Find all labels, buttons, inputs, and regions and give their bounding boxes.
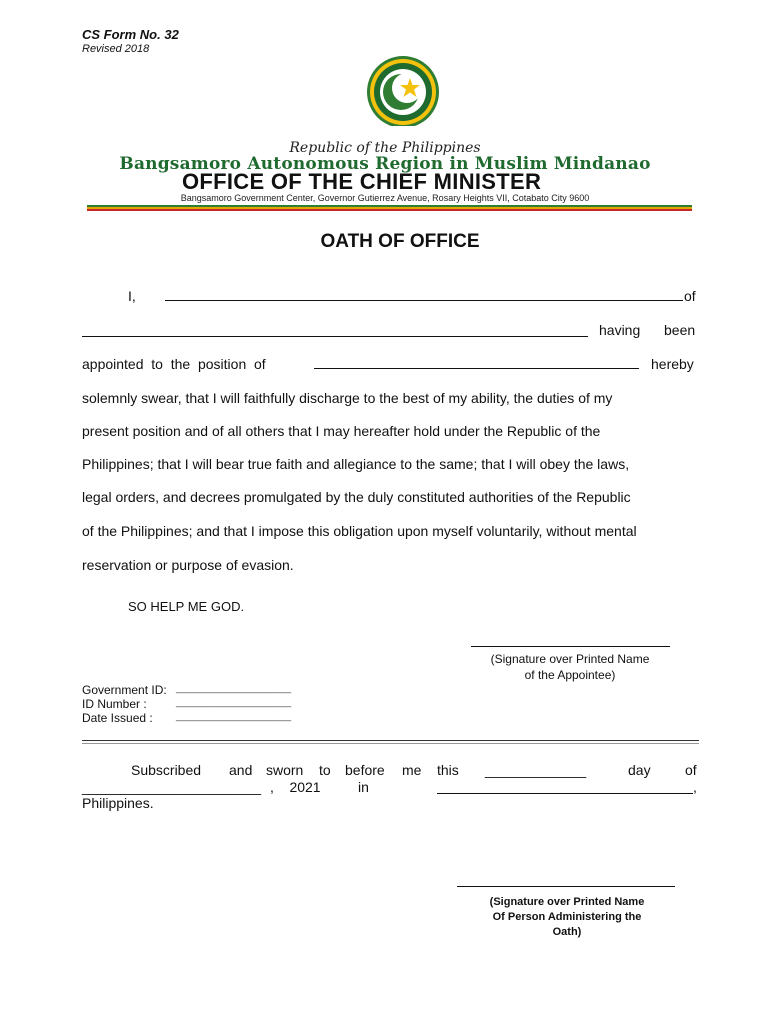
oath-line-7: legal orders, and decrees promulgated by the duly constituted authorities of the Republic xyxy=(82,489,631,505)
oath-line-5: present position and of all others that I may hereafter hold under the Republic of the xyxy=(82,423,601,439)
jurat-in: in xyxy=(358,779,369,795)
jurat-this: this xyxy=(437,762,459,778)
oath-line-4: solemnly swear, that I will faithfully discharge to the best of my ability, the duties of my xyxy=(82,390,613,406)
oath-been-label: been xyxy=(664,322,696,338)
oath-line-8: of the Philippines; and that I impose this obligation upon myself voluntarily, without mental xyxy=(82,523,637,539)
date-issued-label: Date Issued : xyxy=(82,711,153,725)
jurat-to: to xyxy=(319,762,331,778)
appointee-signature-caption xyxy=(462,651,678,683)
oath-of-label: of xyxy=(684,288,696,304)
appointee-caption-line-1: (Signature over Printed Name xyxy=(490,652,650,666)
oath-having-label: having xyxy=(599,322,641,338)
administrator-signature-caption xyxy=(462,895,672,940)
id-number-label: ID Number : xyxy=(82,697,147,711)
administrator-signature-line[interactable] xyxy=(457,886,675,887)
position-blank-line[interactable] xyxy=(314,368,639,369)
jurat-philippines: Philippines. xyxy=(82,795,154,811)
oath-line-9: reservation or purpose of evasion. xyxy=(82,557,294,573)
administrator-caption-line-2: Of Person Administering the xyxy=(492,911,642,923)
residence-blank-line[interactable] xyxy=(82,336,588,337)
oath-closing: SO HELP ME GOD. xyxy=(128,599,245,614)
jurat-me: me xyxy=(402,762,422,778)
jurat-before: before xyxy=(345,762,385,778)
republic-heading: Republic of the Philippines xyxy=(289,140,481,156)
document-title: OATH OF OFFICE xyxy=(320,231,480,252)
oath-hereby-label: hereby xyxy=(651,356,694,372)
government-id-label: Government ID: xyxy=(82,683,167,697)
appointee-signature-line[interactable] xyxy=(471,646,670,647)
name-blank-line[interactable] xyxy=(165,300,683,301)
office-address: Bangsamoro Government Center, Governor Gutierrez Avenue, Rosary Heights VII, Cotabato City 9600 xyxy=(180,193,590,203)
jurat-and: and xyxy=(229,762,253,778)
barmm-seal-icon xyxy=(366,54,440,134)
oath-line-6: Philippines; that I will bear true faith and allegiance to the same; that I will obey the laws, xyxy=(82,456,630,472)
jurat-of: of xyxy=(685,762,697,778)
jurat-year: , 2021 xyxy=(270,779,321,795)
header-stripe-red xyxy=(87,209,692,211)
city-blank-line[interactable] xyxy=(437,793,693,794)
government-id-blank[interactable]: ____________________ xyxy=(176,683,292,694)
jurat-sworn: sworn xyxy=(266,762,304,778)
day-blank[interactable]: _____________ xyxy=(485,762,587,778)
section-divider xyxy=(82,740,699,741)
id-number-blank[interactable]: ____________________ xyxy=(176,697,292,708)
jurat-comma: , xyxy=(693,779,697,795)
oath-appointed-label: appointed to the position of xyxy=(82,356,266,372)
appointee-caption-line-2: of the Appointee) xyxy=(524,668,616,682)
form-number: CS Form No. 32 xyxy=(82,27,179,42)
section-divider-thin xyxy=(82,743,699,744)
administrator-caption-line-3: Oath) xyxy=(552,926,582,938)
office-heading: OFFICE OF THE CHIEF MINISTER xyxy=(182,169,542,194)
oath-i-label: I, xyxy=(128,288,136,304)
place-blank[interactable]: _______________________ xyxy=(82,779,262,795)
region-heading: Bangsamoro Autonomous Region in Muslim Mindanao xyxy=(119,154,651,174)
jurat-day: day xyxy=(628,762,651,778)
administrator-caption-line-1: (Signature over Printed Name xyxy=(489,896,645,908)
revision-note: Revised 2018 xyxy=(82,43,150,55)
jurat-subscribed: Subscribed xyxy=(131,762,202,778)
date-issued-blank[interactable]: ____________________ xyxy=(176,711,292,722)
